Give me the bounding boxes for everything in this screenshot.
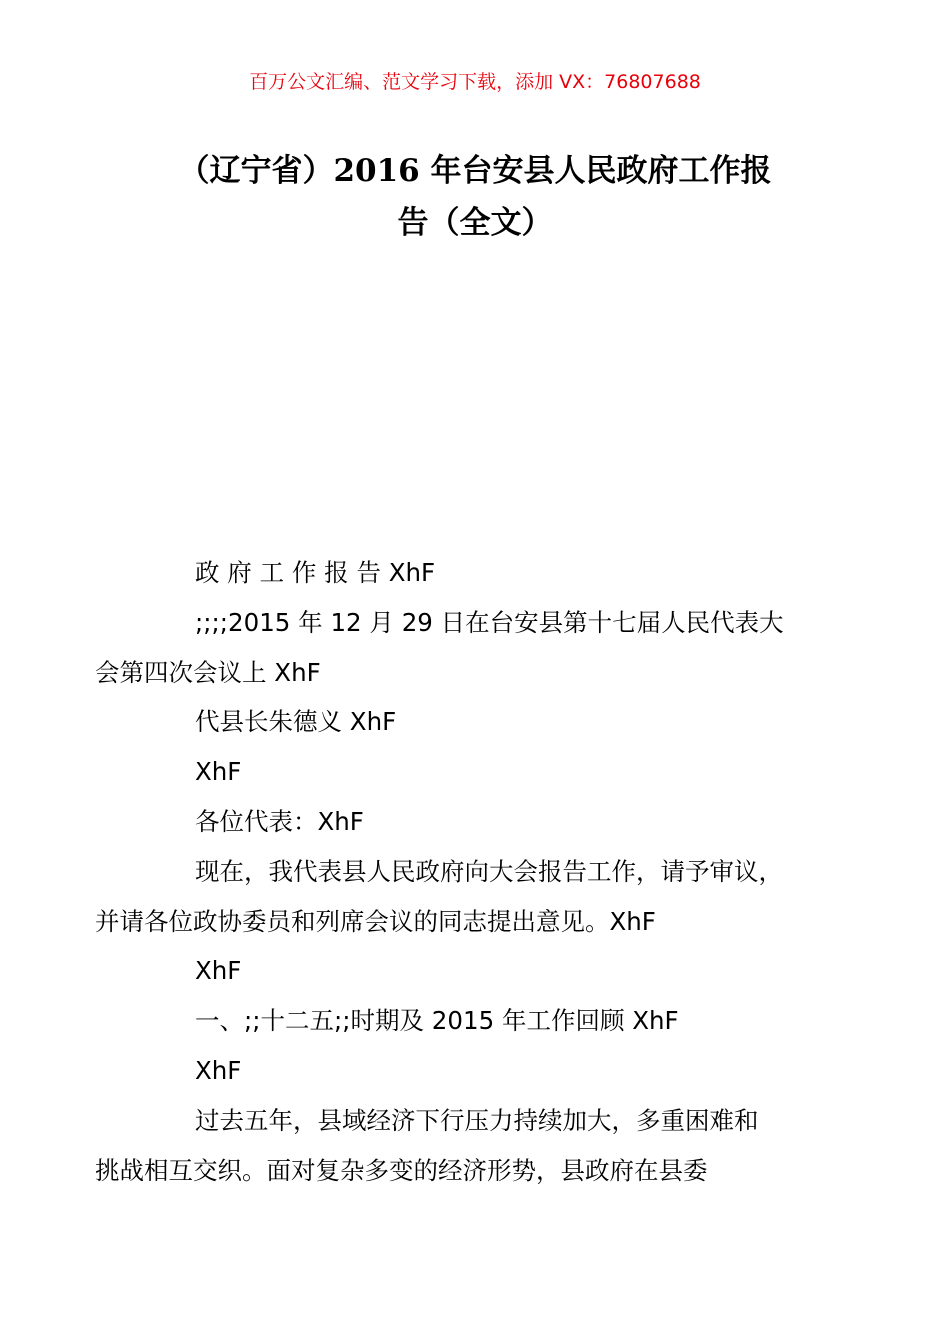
paragraph-opening <box>95 847 845 947</box>
paragraph-review-intro <box>95 1096 845 1196</box>
document-title <box>120 145 830 249</box>
paragraph-salutation: 各位代表：XhF <box>195 806 364 836</box>
paragraph-filler: XhF <box>195 1055 242 1085</box>
text-line: 挑战相互交织。面对复杂多变的经济形势，县政府在县委 <box>95 1155 708 1185</box>
header-promo-note: 百万公文汇编、范文学习下载，添加 VX：76807688 <box>249 71 701 93</box>
text-line: 过去五年，县域经济下行压力持续加大，多重困难和 <box>195 1105 759 1135</box>
section-heading-review: 一、;;十二五;;时期及 2015 年工作回顾 XhF <box>195 1006 679 1036</box>
paragraph-report-heading: 政 府 工 作 报 告 XhF <box>195 558 436 587</box>
title-line-1: （辽宁省）2016 年台安县人民政府工作报 <box>178 153 772 189</box>
paragraph-filler: XhF <box>195 956 242 986</box>
text-line: 现在，我代表县人民政府向大会报告工作，请予审议， <box>195 856 783 886</box>
text-line: 会第四次会议上 XhF <box>95 657 321 687</box>
title-line-2: 告（全文） <box>397 205 553 241</box>
text-line: 并请各位政协委员和列席会议的同志提出意见。XhF <box>95 906 656 936</box>
paragraph-filler: XhF <box>195 757 242 787</box>
paragraph-speaker: 代县长朱德义 XhF <box>195 707 397 737</box>
paragraph-meeting-date <box>95 598 845 698</box>
document-body <box>95 548 845 1195</box>
text-line: ;;;;2015 年 12 月 29 日在台安县第十七届人民代表大 <box>195 607 784 637</box>
